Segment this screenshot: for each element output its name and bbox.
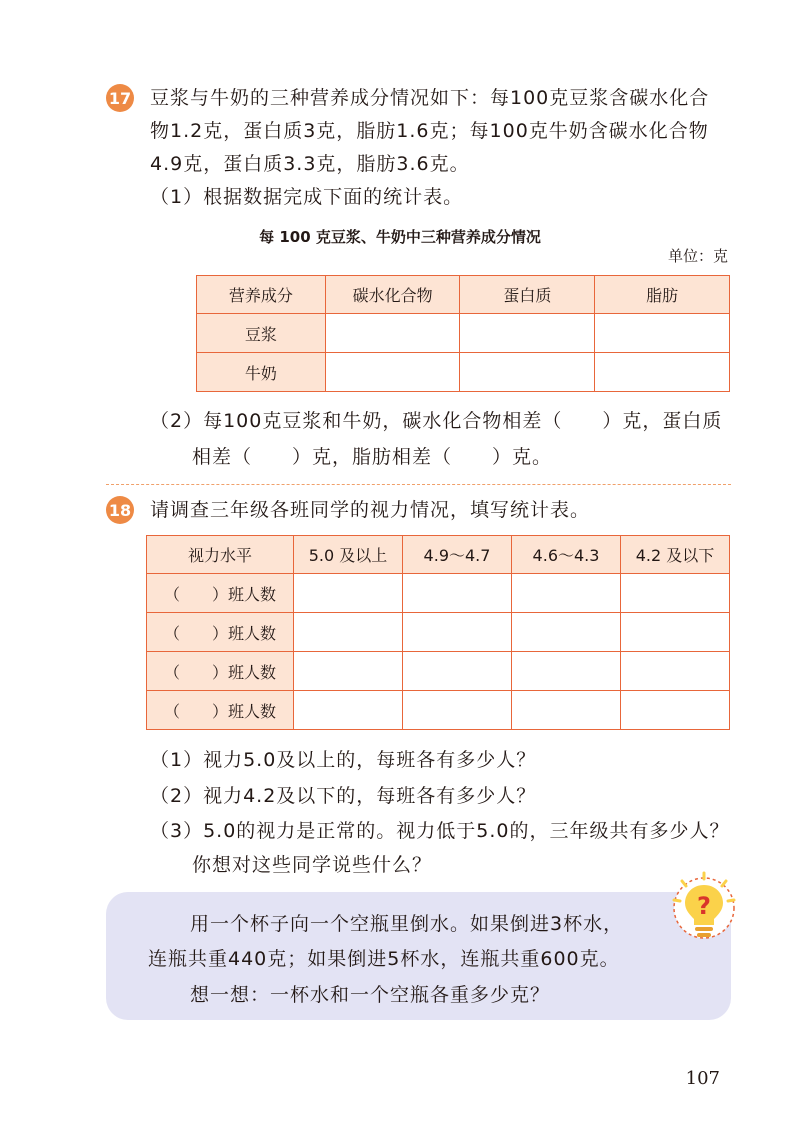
row-label: （ ）班人数 [147, 652, 294, 691]
q18-question-3: （3）5.0的视力是正常的。视力低于5.0的，三年级共有多少人？ [150, 820, 730, 842]
input-cell[interactable] [325, 353, 460, 392]
table-header-cell: 视力水平 [147, 536, 294, 574]
row-label: （ ）班人数 [147, 574, 294, 613]
table-unit: 单位：克 [667, 247, 728, 265]
input-cell[interactable] [512, 613, 621, 652]
question-mark-glyph: ? [697, 892, 711, 920]
vision-table [146, 535, 730, 730]
table-title: 每 100 克豆浆、牛奶中三种营养成分情况 [259, 228, 541, 246]
input-cell[interactable] [512, 574, 621, 613]
table-header-cell: 蛋白质 [460, 276, 595, 314]
question-number-badge: 18 [106, 496, 134, 524]
input-cell[interactable] [403, 613, 512, 652]
table-header-cell: 4.2 及以下 [621, 536, 730, 574]
table-header-row [197, 276, 730, 314]
table-row [197, 353, 730, 392]
think-line-1: 用一个杯子向一个空瓶里倒水。如果倒进3杯水， [190, 913, 624, 935]
table-row [147, 574, 730, 613]
q18-intro: 请调查三年级各班同学的视力情况，填写统计表。 [150, 499, 591, 521]
table-row [147, 691, 730, 730]
table-row [197, 314, 730, 353]
table-row [147, 652, 730, 691]
table-header-cell: 营养成分 [197, 276, 326, 314]
table-header-row [147, 536, 730, 574]
table-header-cell: 碳水化合物 [325, 276, 460, 314]
input-cell[interactable] [294, 574, 403, 613]
input-cell[interactable] [512, 691, 621, 730]
q18-question-2: （2）视力4.2及以下的，每班各有多少人？ [150, 785, 537, 807]
row-label: 牛奶 [197, 353, 326, 392]
input-cell[interactable] [512, 652, 621, 691]
input-cell[interactable] [595, 314, 730, 353]
q17-text-line-2: 物1.2克，蛋白质3克，脂肪1.6克；每100克牛奶含碳水化合物 [150, 120, 709, 142]
input-cell[interactable] [621, 652, 730, 691]
row-label: 豆浆 [197, 314, 326, 353]
think-line-2: 连瓶共重440克；如果倒进5杯水，连瓶共重600克。 [148, 948, 620, 970]
input-cell[interactable] [294, 613, 403, 652]
table-header-cell: 4.6～4.3 [512, 536, 621, 574]
input-cell[interactable] [325, 314, 460, 353]
lightbulb-question-icon [668, 870, 740, 942]
q17-part1: （1）根据数据完成下面的统计表。 [150, 186, 464, 208]
input-cell[interactable] [403, 691, 512, 730]
input-cell[interactable] [621, 613, 730, 652]
page-number: 107 [685, 1068, 720, 1089]
q18-question-3-line-2: 你想对这些同学说些什么？ [192, 854, 433, 876]
q17-text-line-1: 豆浆与牛奶的三种营养成分情况如下：每100克豆浆含碳水化合 [150, 87, 710, 109]
input-cell[interactable] [621, 691, 730, 730]
q17-text-line-3: 4.9克，蛋白质3.3克，脂肪3.6克。 [150, 153, 470, 175]
q17-part2-line-1: （2）每100克豆浆和牛奶，碳水化合物相差（ ）克，蛋白质 [150, 410, 723, 432]
input-cell[interactable] [595, 353, 730, 392]
question-number-badge: 17 [106, 84, 134, 112]
input-cell[interactable] [403, 652, 512, 691]
input-cell[interactable] [403, 574, 512, 613]
table-header-cell: 脂肪 [595, 276, 730, 314]
row-label: （ ）班人数 [147, 691, 294, 730]
table-row [147, 613, 730, 652]
q18-question-1: （1）视力5.0及以上的，每班各有多少人？ [150, 749, 537, 771]
input-cell[interactable] [621, 574, 730, 613]
table-header-cell: 5.0 及以上 [294, 536, 403, 574]
q17-part2-line-2: 相差（ ）克，脂肪相差（ ）克。 [192, 446, 553, 468]
section-divider [106, 484, 731, 485]
input-cell[interactable] [460, 353, 595, 392]
input-cell[interactable] [460, 314, 595, 353]
row-label: （ ）班人数 [147, 613, 294, 652]
input-cell[interactable] [294, 691, 403, 730]
think-line-3: 想一想：一杯水和一个空瓶各重多少克？ [190, 984, 551, 1006]
nutrition-table [196, 275, 730, 392]
table-header-cell: 4.9～4.7 [403, 536, 512, 574]
input-cell[interactable] [294, 652, 403, 691]
